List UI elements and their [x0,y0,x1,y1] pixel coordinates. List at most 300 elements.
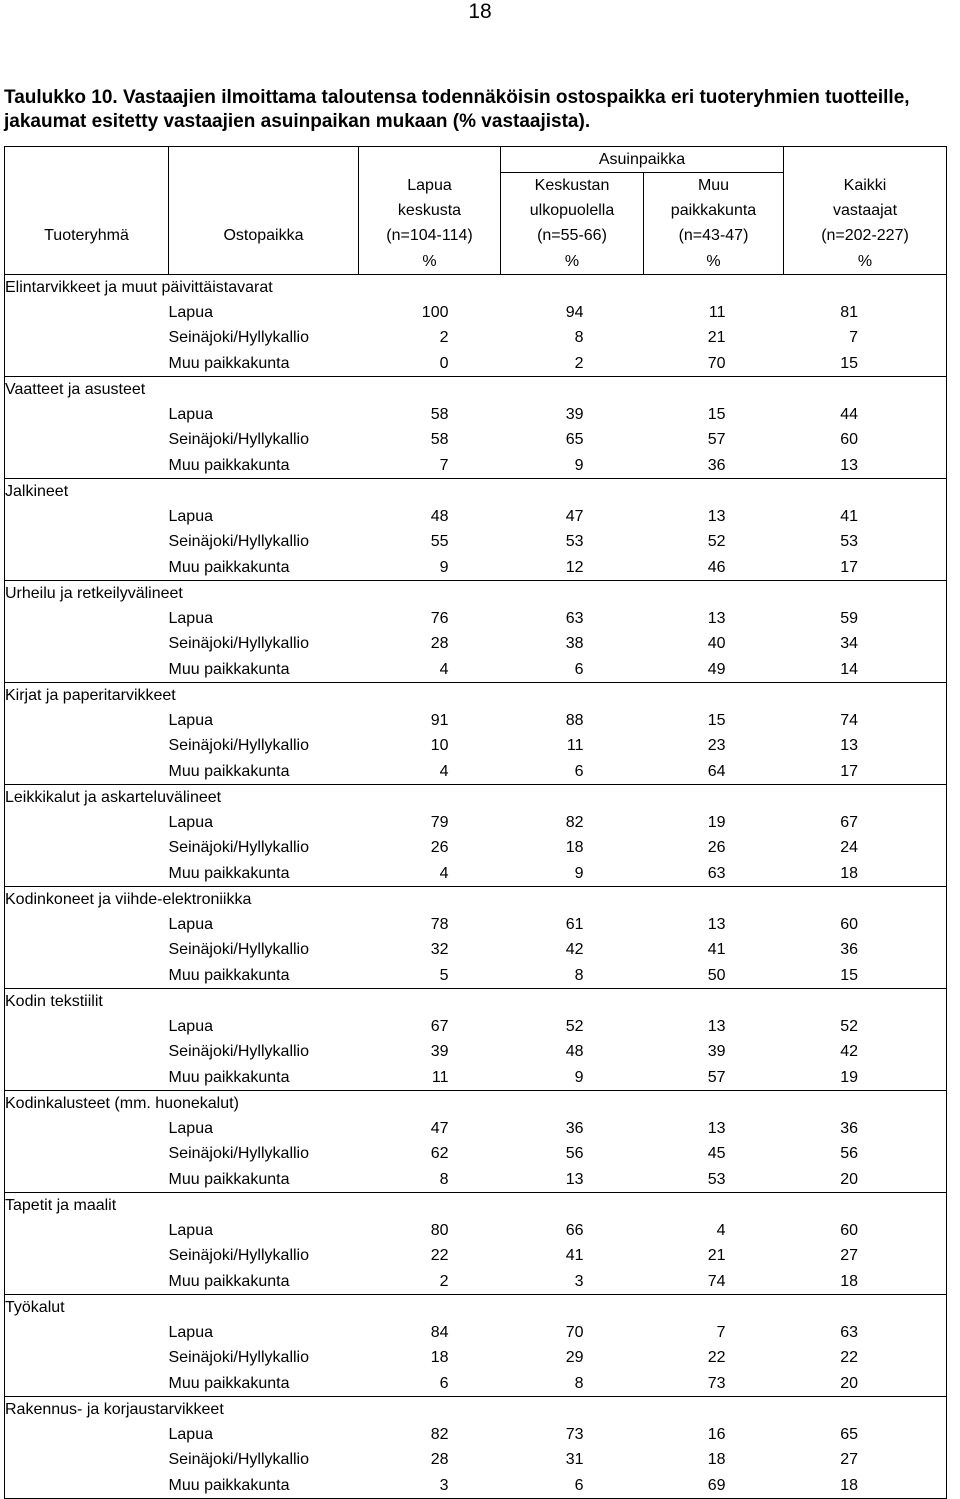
value-muu-paikkakunta: 39 [707,1043,726,1061]
value-keskustan-ulkopuolella: 36 [565,1120,584,1138]
table-caption: Taulukko 10. Vastaajien ilmoittama taloutensa todennäköisin ostospaikka eri tuoteryhmien tuotteille, jakaumat esitetty vastaajien asuinpaikan mukaan (% vastaajista). [4,87,910,132]
value-lapua: 100 [421,304,449,322]
value-muu-paikkakunta: 57 [707,1068,726,1086]
value-keskustan-ulkopuolella: 2 [574,354,584,372]
value-kaikki: 67 [784,811,947,836]
group-name: Leikkikalut ja askarteluvälineet [5,785,947,811]
row-indent [5,1040,169,1065]
row-indent [5,1244,169,1269]
table-row [5,836,947,861]
value-muu-paikkakunta: 15 [707,712,726,730]
row-indent [5,759,169,785]
group-row [5,683,947,709]
row-indent [5,351,169,377]
header-lapua-n: (n=104-114) [359,224,501,249]
group-name: Kirjat ja paperitarvikkeet [5,683,947,709]
row-indent [5,1142,169,1167]
header-empty [5,173,169,199]
ostopaikka-cell: Muu paikkakunta [168,966,290,984]
table-row [5,428,947,453]
value-muu-paikkakunta: 7 [716,1324,726,1342]
ostopaikka-cell: Lapua [168,916,213,934]
ostopaikka-cell: Lapua [168,712,213,730]
value-lapua: 4 [439,762,449,780]
group-row [5,479,947,505]
ostopaikka-cell: Seinäjoki/Hyllykallio [168,1349,309,1367]
value-lapua: 84 [430,1324,449,1342]
value-kaikki: 36 [784,1117,947,1142]
page-number: 18 [468,0,492,23]
header-unit: % [501,249,644,275]
value-keskustan-ulkopuolella: 18 [565,839,584,857]
row-indent [5,1346,169,1371]
value-kaikki: 18 [784,1473,947,1499]
value-kaikki: 74 [784,709,947,734]
value-keskustan-ulkopuolella: 8 [574,329,584,347]
table-row [5,607,947,632]
value-kaikki: 18 [784,1269,947,1295]
ostopaikka-cell: Lapua [168,814,213,832]
table-row [5,657,947,683]
ostopaikka-cell: Seinäjoki/Hyllykallio [168,635,309,653]
value-muu-paikkakunta: 26 [707,839,726,857]
ostopaikka-cell: Muu paikkakunta [169,1473,359,1499]
table-row [5,1269,947,1295]
value-keskustan-ulkopuolella: 11 [566,737,584,755]
ostopaikka-cell: Muu paikkakunta [168,1374,290,1392]
table-row [5,403,947,428]
header-empty [169,249,359,275]
value-kaikki: 34 [784,632,947,657]
value-muu-paikkakunta: 69 [644,1473,784,1499]
value-keskustan-ulkopuolella: 41 [565,1247,584,1265]
group-name: Kodin tekstiilit [5,989,947,1015]
table-row [5,530,947,555]
header-keskustan-n: (n=55-66) [501,224,644,249]
value-kaikki: 63 [784,1321,947,1346]
row-indent [5,1321,169,1346]
group-row [5,275,947,301]
value-lapua: 26 [430,839,449,857]
row-indent [5,428,169,453]
header-empty [169,173,359,199]
value-muu-paikkakunta: 45 [707,1145,726,1163]
value-lapua: 39 [430,1043,449,1061]
row-indent [5,657,169,683]
value-lapua: 2 [439,1272,449,1290]
value-muu-paikkakunta: 74 [707,1272,726,1290]
ostopaikka-cell: Lapua [168,1120,213,1138]
table-row [5,1423,947,1448]
value-muu-paikkakunta: 21 [707,1247,726,1265]
group-row [5,1193,947,1219]
value-keskustan-ulkopuolella: 9 [574,456,584,474]
table-row [5,811,947,836]
header-unit: % [784,249,947,275]
header-muu-line2: paikkakunta [644,199,784,224]
value-keskustan-ulkopuolella: 3 [574,1272,584,1290]
row-indent [5,1423,169,1448]
row-indent [5,1065,169,1091]
group-name: Kodinkalusteet (mm. huonekalut) [5,1091,947,1117]
value-muu-paikkakunta: 53 [707,1170,726,1188]
group-name: Jalkineet [5,479,947,505]
value-muu-paikkakunta: 41 [707,941,726,959]
value-kaikki: 7 [784,326,947,351]
header-kaikki-n: (n=202-227) [784,224,947,249]
value-lapua: 28 [430,1451,449,1469]
value-muu-paikkakunta: 13 [707,1018,726,1036]
table-row [5,963,947,989]
value-kaikki: 59 [784,607,947,632]
header-empty [5,249,169,275]
ostopaikka-cell: Muu paikkakunta [168,660,290,678]
value-kaikki: 52 [784,1015,947,1040]
table-row [5,1117,947,1142]
header-empty [784,147,947,173]
header-lapua-line1: Lapua [359,173,501,199]
group-row [5,1091,947,1117]
value-muu-paikkakunta: 11 [708,304,726,322]
value-lapua: 47 [430,1120,449,1138]
row-indent [5,607,169,632]
value-kaikki: 60 [784,1219,947,1244]
value-keskustan-ulkopuolella: 31 [565,1451,584,1469]
ostopaikka-cell: Muu paikkakunta [168,1272,290,1290]
header-empty [169,147,359,173]
table-row [5,913,947,938]
value-lapua: 91 [430,712,449,730]
table-row [5,938,947,963]
value-keskustan-ulkopuolella: 9 [574,1068,584,1086]
value-keskustan-ulkopuolella: 52 [565,1018,584,1036]
header-empty [359,147,501,173]
value-muu-paikkakunta: 49 [707,660,726,678]
header-lapua-line2: keskusta [359,199,501,224]
value-muu-paikkakunta: 13 [707,1120,726,1138]
group-row [5,1295,947,1321]
value-kaikki: 36 [784,938,947,963]
group-name: Elintarvikkeet ja muut päivittäistavarat [5,275,947,301]
ostopaikka-cell: Seinäjoki/Hyllykallio [168,737,309,755]
value-lapua: 55 [430,533,449,551]
value-keskustan-ulkopuolella: 42 [565,941,584,959]
value-keskustan-ulkopuolella: 8 [574,1374,584,1392]
ostopaikka-cell: Muu paikkakunta [168,1068,290,1086]
value-keskustan-ulkopuolella: 47 [565,508,584,526]
ostopaikka-cell: Seinäjoki/Hyllykallio [168,1247,309,1265]
row-indent [5,963,169,989]
header-kaikki-line1: Kaikki [784,173,947,199]
value-keskustan-ulkopuolella: 61 [565,916,584,934]
value-lapua: 18 [430,1349,449,1367]
table-row [5,709,947,734]
row-indent [5,1015,169,1040]
ostopaikka-cell: Lapua [168,1426,213,1444]
value-muu-paikkakunta: 13 [707,610,726,628]
value-muu-paikkakunta: 57 [707,431,726,449]
header-keskustan-line2: ulkopuolella [501,199,644,224]
group-row [5,887,947,913]
table-row [5,326,947,351]
row-indent [5,913,169,938]
value-muu-paikkakunta: 13 [707,916,726,934]
table-row [5,632,947,657]
value-lapua: 2 [439,329,449,347]
value-lapua: 58 [430,431,449,449]
ostopaikka-cell: Lapua [168,610,213,628]
ostopaikka-cell: Lapua [168,1222,213,1240]
row-indent [5,1219,169,1244]
value-lapua: 3 [359,1473,501,1499]
value-keskustan-ulkopuolella: 6 [501,1473,644,1499]
table-row [5,1371,947,1397]
group-row [5,989,947,1015]
value-keskustan-ulkopuolella: 88 [565,712,584,730]
value-kaikki: 19 [784,1065,947,1091]
value-kaikki: 15 [784,963,947,989]
value-lapua: 0 [439,354,449,372]
header-unit: % [359,249,501,275]
table-row [5,1346,947,1371]
table-row [5,1219,947,1244]
value-lapua: 58 [430,406,449,424]
data-table [4,146,947,1499]
row-indent [5,505,169,530]
row-indent [5,326,169,351]
group-name: Tapetit ja maalit [5,1193,947,1219]
value-kaikki: 13 [784,734,947,759]
header-muu-line1: Muu [644,173,784,199]
value-lapua: 67 [430,1018,449,1036]
value-keskustan-ulkopuolella: 94 [565,304,584,322]
value-lapua: 62 [430,1145,449,1163]
value-lapua: 28 [430,635,449,653]
header-empty [5,147,169,173]
value-keskustan-ulkopuolella: 9 [574,864,584,882]
value-keskustan-ulkopuolella: 53 [565,533,584,551]
value-muu-paikkakunta: 23 [707,737,726,755]
value-keskustan-ulkopuolella: 63 [565,610,584,628]
row-indent [5,709,169,734]
value-kaikki: 15 [784,351,947,377]
header-empty [5,199,169,224]
table-row [5,1015,947,1040]
ostopaikka-cell: Seinäjoki/Hyllykallio [168,1145,309,1163]
value-keskustan-ulkopuolella: 65 [565,431,584,449]
value-lapua: 4 [439,864,449,882]
ostopaikka-cell: Lapua [168,304,213,322]
table-row [5,861,947,887]
row-indent [5,861,169,887]
ostopaikka-cell: Seinäjoki/Hyllykallio [168,941,309,959]
value-muu-paikkakunta: 40 [707,635,726,653]
value-muu-paikkakunta: 63 [707,864,726,882]
value-muu-paikkakunta: 19 [707,814,726,832]
value-keskustan-ulkopuolella: 70 [565,1324,584,1342]
value-kaikki: 65 [784,1423,947,1448]
value-lapua: 78 [430,916,449,934]
table-row [5,1244,947,1269]
value-muu-paikkakunta: 21 [707,329,726,347]
table-row [5,1167,947,1193]
value-lapua: 7 [439,456,449,474]
value-muu-paikkakunta: 16 [707,1426,726,1444]
group-row [5,581,947,607]
value-kaikki: 60 [784,428,947,453]
value-muu-paikkakunta: 50 [707,966,726,984]
row-indent [5,1371,169,1397]
value-keskustan-ulkopuolella: 82 [565,814,584,832]
row-indent [5,836,169,861]
group-row [5,785,947,811]
value-lapua: 22 [430,1247,449,1265]
header-kaikki-line2: vastaajat [784,199,947,224]
value-lapua: 10 [430,737,449,755]
value-lapua: 4 [439,660,449,678]
value-lapua: 79 [430,814,449,832]
value-kaikki: 81 [784,301,947,326]
value-keskustan-ulkopuolella: 12 [565,558,584,576]
table-row [5,734,947,759]
ostopaikka-cell: Muu paikkakunta [168,762,290,780]
value-keskustan-ulkopuolella: 6 [574,762,584,780]
value-kaikki: 60 [784,913,947,938]
value-keskustan-ulkopuolella: 8 [574,966,584,984]
ostopaikka-cell: Muu paikkakunta [168,558,290,576]
ostopaikka-cell: Lapua [168,406,213,424]
table-row [5,453,947,479]
row-indent [5,938,169,963]
ostopaikka-cell: Seinäjoki/Hyllykallio [168,839,309,857]
value-lapua: 48 [430,508,449,526]
value-kaikki: 27 [784,1448,947,1473]
value-kaikki: 41 [784,505,947,530]
value-muu-paikkakunta: 70 [707,354,726,372]
row-indent [5,632,169,657]
value-lapua: 32 [430,941,449,959]
row-indent [5,301,169,326]
group-name: Urheilu ja retkeilyvälineet [5,581,947,607]
value-lapua: 8 [439,1170,449,1188]
header-ostopaikka: Ostopaikka [169,224,359,249]
group-row [5,1397,947,1423]
value-lapua: 6 [439,1374,449,1392]
header-keskustan-line1: Keskustan [501,173,644,199]
value-muu-paikkakunta: 4 [716,1222,726,1240]
table-row [5,1448,947,1473]
table-row [5,1065,947,1091]
table-row [5,555,947,581]
table-row [5,1040,947,1065]
value-lapua: 80 [430,1222,449,1240]
value-kaikki: 20 [784,1167,947,1193]
ostopaikka-cell: Muu paikkakunta [168,354,290,372]
value-kaikki: 44 [784,403,947,428]
value-muu-paikkakunta: 15 [707,406,726,424]
value-keskustan-ulkopuolella: 48 [565,1043,584,1061]
row-indent [5,1117,169,1142]
table-row [5,1142,947,1167]
ostopaikka-cell: Lapua [168,1324,213,1342]
ostopaikka-cell: Muu paikkakunta [168,864,290,882]
value-kaikki: 17 [784,555,947,581]
value-lapua: 82 [430,1426,449,1444]
row-indent [5,734,169,759]
group-name: Vaatteet ja asusteet [5,377,947,403]
value-kaikki: 53 [784,530,947,555]
ostopaikka-cell: Seinäjoki/Hyllykallio [168,431,309,449]
value-muu-paikkakunta: 18 [707,1451,726,1469]
value-lapua: 11 [431,1068,449,1086]
row-indent [5,1448,169,1473]
ostopaikka-cell: Seinäjoki/Hyllykallio [168,1043,309,1061]
row-indent [5,1167,169,1193]
ostopaikka-cell: Muu paikkakunta [168,456,290,474]
header-unit: % [644,249,784,275]
group-row [5,377,947,403]
value-muu-paikkakunta: 46 [707,558,726,576]
ostopaikka-cell: Lapua [168,508,213,526]
header-asuinpaikka: Asuinpaikka [501,147,784,173]
value-muu-paikkakunta: 52 [707,533,726,551]
ostopaikka-cell: Seinäjoki/Hyllykallio [168,533,309,551]
value-keskustan-ulkopuolella: 6 [574,660,584,678]
value-lapua: 76 [430,610,449,628]
row-indent [5,403,169,428]
value-muu-paikkakunta: 22 [707,1349,726,1367]
value-kaikki: 56 [784,1142,947,1167]
table-row [5,301,947,326]
ostopaikka-cell: Seinäjoki/Hyllykallio [168,329,309,347]
value-keskustan-ulkopuolella: 73 [565,1426,584,1444]
row-indent [5,530,169,555]
table-row [5,759,947,785]
value-muu-paikkakunta: 36 [707,456,726,474]
row-indent [5,811,169,836]
value-kaikki: 13 [784,453,947,479]
value-kaikki: 17 [784,759,947,785]
ostopaikka-cell: Seinäjoki/Hyllykallio [168,1451,309,1469]
value-muu-paikkakunta: 13 [707,508,726,526]
group-name: Kodinkoneet ja viihde-elektroniikka [5,887,947,913]
value-keskustan-ulkopuolella: 39 [565,406,584,424]
value-lapua: 5 [439,966,449,984]
header-empty [169,199,359,224]
table-row [5,1321,947,1346]
value-kaikki: 24 [784,836,947,861]
value-kaikki: 14 [784,657,947,683]
value-muu-paikkakunta: 64 [707,762,726,780]
row-indent [5,555,169,581]
group-name: Työkalut [5,1295,947,1321]
group-name: Rakennus- ja korjaustarvikkeet [5,1397,947,1423]
value-muu-paikkakunta: 73 [707,1374,726,1392]
value-kaikki: 18 [784,861,947,887]
table-row [5,351,947,377]
row-indent [5,1269,169,1295]
header-tuoteryhma: Tuoteryhmä [5,224,169,249]
header-muu-n: (n=43-47) [644,224,784,249]
value-kaikki: 27 [784,1244,947,1269]
value-lapua: 9 [439,558,449,576]
value-kaikki: 42 [784,1040,947,1065]
row-indent [5,453,169,479]
ostopaikka-cell: Lapua [168,1018,213,1036]
value-keskustan-ulkopuolella: 38 [565,635,584,653]
value-keskustan-ulkopuolella: 13 [565,1170,584,1188]
value-kaikki: 20 [784,1371,947,1397]
